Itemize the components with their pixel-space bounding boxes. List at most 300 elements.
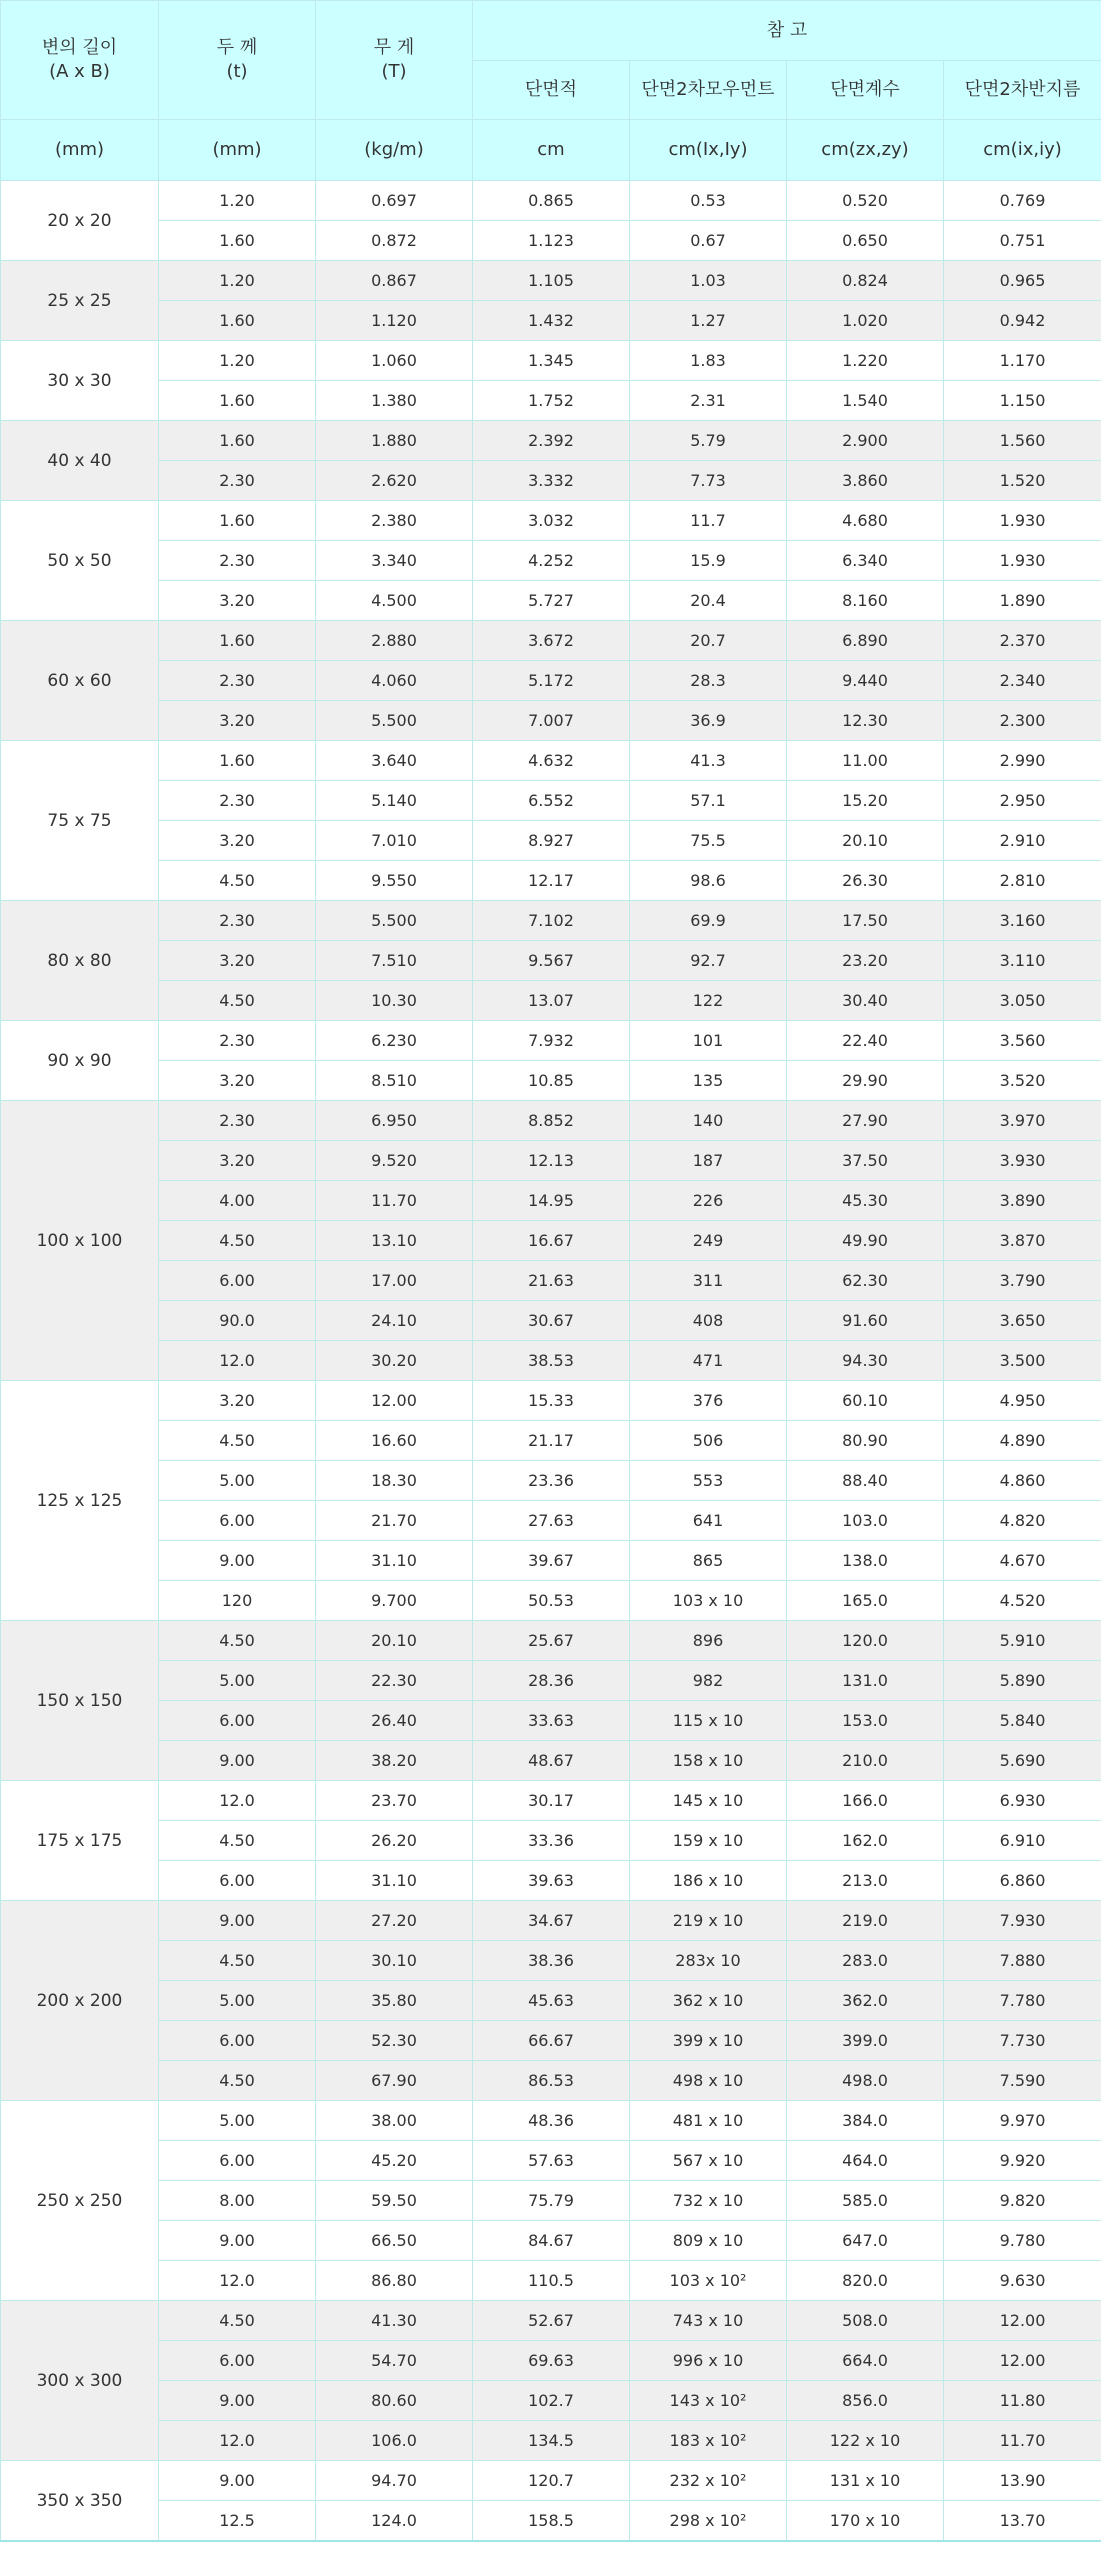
radius-cell: 2.810 bbox=[944, 861, 1101, 901]
area-cell: 28.36 bbox=[473, 1661, 630, 1701]
table-row bbox=[1, 1421, 1101, 1461]
weight-cell: 13.10 bbox=[316, 1221, 473, 1261]
moment-cell: 159 x 10 bbox=[630, 1821, 787, 1861]
radius-cell: 13.90 bbox=[944, 2461, 1101, 2501]
radius-cell: 9.820 bbox=[944, 2181, 1101, 2221]
table-row bbox=[1, 581, 1101, 621]
moment-cell: 140 bbox=[630, 1101, 787, 1141]
weight-cell: 9.700 bbox=[316, 1581, 473, 1621]
size-cell: 350 x 350 bbox=[1, 2461, 159, 2542]
size-cell: 30 x 30 bbox=[1, 341, 159, 421]
radius-cell: 1.560 bbox=[944, 421, 1101, 461]
moment-cell: 69.9 bbox=[630, 901, 787, 941]
col-weight-header bbox=[316, 1, 473, 120]
area-cell: 13.07 bbox=[473, 981, 630, 1021]
area-cell: 16.67 bbox=[473, 1221, 630, 1261]
moment-cell: 506 bbox=[630, 1421, 787, 1461]
thickness-cell: 1.60 bbox=[159, 221, 316, 261]
table-row bbox=[1, 541, 1101, 581]
area-cell: 158.5 bbox=[473, 2501, 630, 2542]
modulus-cell: 384.0 bbox=[787, 2101, 944, 2141]
weight-cell: 1.880 bbox=[316, 421, 473, 461]
area-cell: 38.53 bbox=[473, 1341, 630, 1381]
radius-cell: 1.930 bbox=[944, 541, 1101, 581]
area-cell: 10.85 bbox=[473, 1061, 630, 1101]
weight-cell: 5.140 bbox=[316, 781, 473, 821]
radius-cell: 5.840 bbox=[944, 1701, 1101, 1741]
area-cell: 102.7 bbox=[473, 2381, 630, 2421]
area-cell: 120.7 bbox=[473, 2461, 630, 2501]
modulus-cell: 2.900 bbox=[787, 421, 944, 461]
thickness-cell: 4.50 bbox=[159, 2061, 316, 2101]
thickness-cell: 3.20 bbox=[159, 701, 316, 741]
moment-cell: 0.53 bbox=[630, 181, 787, 221]
area-cell: 134.5 bbox=[473, 2421, 630, 2461]
area-cell: 21.63 bbox=[473, 1261, 630, 1301]
area-cell: 8.927 bbox=[473, 821, 630, 861]
table-row bbox=[1, 1781, 1101, 1821]
table-row bbox=[1, 501, 1101, 541]
moment-cell: 186 x 10 bbox=[630, 1861, 787, 1901]
size-cell: 75 x 75 bbox=[1, 741, 159, 901]
moment-cell: 183 x 10² bbox=[630, 2421, 787, 2461]
thickness-cell: 3.20 bbox=[159, 1141, 316, 1181]
modulus-cell: 6.340 bbox=[787, 541, 944, 581]
modulus-cell: 60.10 bbox=[787, 1381, 944, 1421]
table-row bbox=[1, 2101, 1101, 2141]
modulus-cell: 856.0 bbox=[787, 2381, 944, 2421]
radius-cell: 6.930 bbox=[944, 1781, 1101, 1821]
moment-cell: 103 x 10 bbox=[630, 1581, 787, 1621]
area-cell: 2.392 bbox=[473, 421, 630, 461]
table-row bbox=[1, 1901, 1101, 1941]
table-row bbox=[1, 1261, 1101, 1301]
size-cell: 25 x 25 bbox=[1, 261, 159, 341]
weight-cell: 6.950 bbox=[316, 1101, 473, 1141]
weight-cell: 0.697 bbox=[316, 181, 473, 221]
weight-cell: 24.10 bbox=[316, 1301, 473, 1341]
thickness-cell: 6.00 bbox=[159, 2021, 316, 2061]
modulus-cell: 283.0 bbox=[787, 1941, 944, 1981]
radius-cell: 0.942 bbox=[944, 301, 1101, 341]
modulus-cell: 399.0 bbox=[787, 2021, 944, 2061]
thickness-cell: 3.20 bbox=[159, 821, 316, 861]
size-cell: 90 x 90 bbox=[1, 1021, 159, 1101]
area-cell: 1.105 bbox=[473, 261, 630, 301]
weight-cell: 9.520 bbox=[316, 1141, 473, 1181]
weight-cell: 7.010 bbox=[316, 821, 473, 861]
area-cell: 7.007 bbox=[473, 701, 630, 741]
radius-cell: 5.690 bbox=[944, 1741, 1101, 1781]
table-row bbox=[1, 1941, 1101, 1981]
thickness-cell: 6.00 bbox=[159, 1501, 316, 1541]
radius-cell: 7.880 bbox=[944, 1941, 1101, 1981]
weight-cell: 86.80 bbox=[316, 2261, 473, 2301]
area-cell: 25.67 bbox=[473, 1621, 630, 1661]
radius-cell: 3.870 bbox=[944, 1221, 1101, 1261]
unit-cell: (mm) bbox=[159, 120, 316, 181]
radius-cell: 1.170 bbox=[944, 341, 1101, 381]
size-cell: 40 x 40 bbox=[1, 421, 159, 501]
moment-cell: 743 x 10 bbox=[630, 2301, 787, 2341]
radius-cell: 9.970 bbox=[944, 2101, 1101, 2141]
modulus-cell: 1.220 bbox=[787, 341, 944, 381]
radius-cell: 3.650 bbox=[944, 1301, 1101, 1341]
moment-cell: 115 x 10 bbox=[630, 1701, 787, 1741]
modulus-cell: 162.0 bbox=[787, 1821, 944, 1861]
area-cell: 45.63 bbox=[473, 1981, 630, 2021]
thickness-cell: 6.00 bbox=[159, 2141, 316, 2181]
weight-cell: 0.872 bbox=[316, 221, 473, 261]
thickness-cell: 2.30 bbox=[159, 901, 316, 941]
radius-cell: 1.150 bbox=[944, 381, 1101, 421]
moment-cell: 7.73 bbox=[630, 461, 787, 501]
radius-cell: 9.780 bbox=[944, 2221, 1101, 2261]
thickness-cell: 9.00 bbox=[159, 2221, 316, 2261]
moment-cell: 143 x 10² bbox=[630, 2381, 787, 2421]
thickness-cell: 1.60 bbox=[159, 741, 316, 781]
radius-cell: 7.590 bbox=[944, 2061, 1101, 2101]
thickness-cell: 1.60 bbox=[159, 301, 316, 341]
modulus-cell: 26.30 bbox=[787, 861, 944, 901]
modulus-cell: 664.0 bbox=[787, 2341, 944, 2381]
radius-cell: 1.930 bbox=[944, 501, 1101, 541]
thickness-cell: 5.00 bbox=[159, 2101, 316, 2141]
weight-cell: 7.510 bbox=[316, 941, 473, 981]
area-cell: 0.865 bbox=[473, 181, 630, 221]
modulus-cell: 12.30 bbox=[787, 701, 944, 741]
radius-cell: 2.910 bbox=[944, 821, 1101, 861]
thickness-cell: 4.50 bbox=[159, 1221, 316, 1261]
col-size-header bbox=[1, 1, 159, 120]
area-cell: 84.67 bbox=[473, 2221, 630, 2261]
radius-cell: 0.769 bbox=[944, 181, 1101, 221]
thickness-cell: 4.50 bbox=[159, 1421, 316, 1461]
size-cell: 150 x 150 bbox=[1, 1621, 159, 1781]
modulus-cell: 165.0 bbox=[787, 1581, 944, 1621]
modulus-cell: 8.160 bbox=[787, 581, 944, 621]
area-cell: 50.53 bbox=[473, 1581, 630, 1621]
table-body bbox=[1, 181, 1101, 2542]
area-cell: 57.63 bbox=[473, 2141, 630, 2181]
modulus-cell: 153.0 bbox=[787, 1701, 944, 1741]
area-cell: 5.727 bbox=[473, 581, 630, 621]
weight-cell: 52.30 bbox=[316, 2021, 473, 2061]
weight-cell: 106.0 bbox=[316, 2421, 473, 2461]
radius-cell: 4.950 bbox=[944, 1381, 1101, 1421]
weight-cell: 0.867 bbox=[316, 261, 473, 301]
table-row bbox=[1, 421, 1101, 461]
weight-cell: 5.500 bbox=[316, 701, 473, 741]
area-cell: 1.345 bbox=[473, 341, 630, 381]
moment-cell: 1.03 bbox=[630, 261, 787, 301]
moment-cell: 36.9 bbox=[630, 701, 787, 741]
radius-cell: 4.670 bbox=[944, 1541, 1101, 1581]
modulus-cell: 166.0 bbox=[787, 1781, 944, 1821]
radius-cell: 3.160 bbox=[944, 901, 1101, 941]
radius-cell: 5.910 bbox=[944, 1621, 1101, 1661]
weight-cell: 2.380 bbox=[316, 501, 473, 541]
weight-cell: 38.00 bbox=[316, 2101, 473, 2141]
thickness-cell: 12.0 bbox=[159, 1781, 316, 1821]
moment-cell: 103 x 10² bbox=[630, 2261, 787, 2301]
area-cell: 48.36 bbox=[473, 2101, 630, 2141]
table-row bbox=[1, 1821, 1101, 1861]
modulus-cell: 49.90 bbox=[787, 1221, 944, 1261]
area-cell: 9.567 bbox=[473, 941, 630, 981]
weight-cell: 20.10 bbox=[316, 1621, 473, 1661]
thickness-cell: 6.00 bbox=[159, 2341, 316, 2381]
weight-cell: 80.60 bbox=[316, 2381, 473, 2421]
modulus-cell: 103.0 bbox=[787, 1501, 944, 1541]
weight-cell: 4.060 bbox=[316, 661, 473, 701]
size-cell: 250 x 250 bbox=[1, 2101, 159, 2301]
table-row bbox=[1, 2221, 1101, 2261]
weight-cell: 3.640 bbox=[316, 741, 473, 781]
area-cell: 1.432 bbox=[473, 301, 630, 341]
thickness-cell: 12.0 bbox=[159, 2261, 316, 2301]
moment-cell: 376 bbox=[630, 1381, 787, 1421]
weight-cell: 26.40 bbox=[316, 1701, 473, 1741]
moment-cell: 362 x 10 bbox=[630, 1981, 787, 2021]
radius-cell: 6.860 bbox=[944, 1861, 1101, 1901]
weight-cell: 30.20 bbox=[316, 1341, 473, 1381]
weight-cell: 30.10 bbox=[316, 1941, 473, 1981]
modulus-cell: 94.30 bbox=[787, 1341, 944, 1381]
area-cell: 12.13 bbox=[473, 1141, 630, 1181]
moment-cell: 28.3 bbox=[630, 661, 787, 701]
table-row bbox=[1, 2461, 1101, 2501]
weight-cell: 31.10 bbox=[316, 1861, 473, 1901]
table-row bbox=[1, 341, 1101, 381]
radius-cell: 11.70 bbox=[944, 2421, 1101, 2461]
area-cell: 86.53 bbox=[473, 2061, 630, 2101]
area-cell: 48.67 bbox=[473, 1741, 630, 1781]
modulus-cell: 20.10 bbox=[787, 821, 944, 861]
unit-cell: cm(zx,zy) bbox=[787, 120, 944, 181]
radius-cell: 3.790 bbox=[944, 1261, 1101, 1301]
table-row bbox=[1, 1181, 1101, 1221]
weight-cell: 3.340 bbox=[316, 541, 473, 581]
moment-cell: 481 x 10 bbox=[630, 2101, 787, 2141]
moment-cell: 158 x 10 bbox=[630, 1741, 787, 1781]
weight-cell: 16.60 bbox=[316, 1421, 473, 1461]
weight-cell: 6.230 bbox=[316, 1021, 473, 1061]
thickness-cell: 4.50 bbox=[159, 1621, 316, 1661]
thickness-cell: 5.00 bbox=[159, 1661, 316, 1701]
reference-group-header: 참 고 bbox=[473, 1, 1101, 61]
size-cell: 200 x 200 bbox=[1, 1901, 159, 2101]
radius-cell: 13.70 bbox=[944, 2501, 1101, 2542]
thickness-cell: 2.30 bbox=[159, 461, 316, 501]
radius-cell: 2.950 bbox=[944, 781, 1101, 821]
area-cell: 8.852 bbox=[473, 1101, 630, 1141]
area-cell: 6.552 bbox=[473, 781, 630, 821]
moment-cell: 11.7 bbox=[630, 501, 787, 541]
weight-cell: 21.70 bbox=[316, 1501, 473, 1541]
moment-cell: 732 x 10 bbox=[630, 2181, 787, 2221]
table-row bbox=[1, 1101, 1101, 1141]
weight-cell: 11.70 bbox=[316, 1181, 473, 1221]
size-cell: 60 x 60 bbox=[1, 621, 159, 741]
moment-cell: 399 x 10 bbox=[630, 2021, 787, 2061]
radius-cell: 3.500 bbox=[944, 1341, 1101, 1381]
col-area-header: 단면적 bbox=[473, 61, 630, 120]
area-cell: 5.172 bbox=[473, 661, 630, 701]
moment-cell: 41.3 bbox=[630, 741, 787, 781]
radius-cell: 11.80 bbox=[944, 2381, 1101, 2421]
thickness-cell: 5.00 bbox=[159, 1981, 316, 2021]
radius-cell: 1.520 bbox=[944, 461, 1101, 501]
radius-cell: 4.890 bbox=[944, 1421, 1101, 1461]
table-row bbox=[1, 1061, 1101, 1101]
weight-cell: 45.20 bbox=[316, 2141, 473, 2181]
area-cell: 12.17 bbox=[473, 861, 630, 901]
area-cell: 4.632 bbox=[473, 741, 630, 781]
thickness-cell: 12.0 bbox=[159, 1341, 316, 1381]
thickness-cell: 9.00 bbox=[159, 2381, 316, 2421]
thickness-cell: 2.30 bbox=[159, 661, 316, 701]
table-row bbox=[1, 181, 1101, 221]
thickness-cell: 2.30 bbox=[159, 1101, 316, 1141]
thickness-cell: 6.00 bbox=[159, 1701, 316, 1741]
radius-cell: 2.990 bbox=[944, 741, 1101, 781]
area-cell: 52.67 bbox=[473, 2301, 630, 2341]
table-row bbox=[1, 2141, 1101, 2181]
modulus-cell: 37.50 bbox=[787, 1141, 944, 1181]
modulus-cell: 0.520 bbox=[787, 181, 944, 221]
table-row bbox=[1, 1381, 1101, 1421]
thickness-cell: 3.20 bbox=[159, 1381, 316, 1421]
moment-cell: 283x 10 bbox=[630, 1941, 787, 1981]
radius-cell: 9.630 bbox=[944, 2261, 1101, 2301]
weight-cell: 2.880 bbox=[316, 621, 473, 661]
weight-cell: 67.90 bbox=[316, 2061, 473, 2101]
moment-cell: 57.1 bbox=[630, 781, 787, 821]
radius-cell: 3.110 bbox=[944, 941, 1101, 981]
thickness-cell: 9.00 bbox=[159, 2461, 316, 2501]
modulus-cell: 131 x 10 bbox=[787, 2461, 944, 2501]
modulus-cell: 213.0 bbox=[787, 1861, 944, 1901]
weight-cell: 2.620 bbox=[316, 461, 473, 501]
table-row bbox=[1, 1741, 1101, 1781]
size-cell: 20 x 20 bbox=[1, 181, 159, 261]
weight-cell: 1.060 bbox=[316, 341, 473, 381]
table-row bbox=[1, 1141, 1101, 1181]
thickness-cell: 1.20 bbox=[159, 261, 316, 301]
unit-cell: cm(Ix,Iy) bbox=[630, 120, 787, 181]
col-moment-header: 단면2차모우먼트 bbox=[630, 61, 787, 120]
table-row bbox=[1, 741, 1101, 781]
modulus-cell: 508.0 bbox=[787, 2301, 944, 2341]
thickness-cell: 9.00 bbox=[159, 1741, 316, 1781]
radius-cell: 1.890 bbox=[944, 581, 1101, 621]
area-cell: 39.63 bbox=[473, 1861, 630, 1901]
moment-cell: 92.7 bbox=[630, 941, 787, 981]
area-cell: 33.63 bbox=[473, 1701, 630, 1741]
weight-cell: 17.00 bbox=[316, 1261, 473, 1301]
radius-cell: 6.910 bbox=[944, 1821, 1101, 1861]
radius-cell: 7.780 bbox=[944, 1981, 1101, 2021]
modulus-cell: 6.890 bbox=[787, 621, 944, 661]
thickness-cell: 3.20 bbox=[159, 941, 316, 981]
thickness-cell: 4.50 bbox=[159, 981, 316, 1021]
area-cell: 23.36 bbox=[473, 1461, 630, 1501]
thickness-cell: 1.20 bbox=[159, 341, 316, 381]
size-cell: 50 x 50 bbox=[1, 501, 159, 621]
radius-cell: 7.930 bbox=[944, 1901, 1101, 1941]
table-row bbox=[1, 621, 1101, 661]
area-cell: 66.67 bbox=[473, 2021, 630, 2061]
modulus-cell: 120.0 bbox=[787, 1621, 944, 1661]
table-row bbox=[1, 301, 1101, 341]
radius-cell: 7.730 bbox=[944, 2021, 1101, 2061]
table-row bbox=[1, 2341, 1101, 2381]
moment-cell: 232 x 10² bbox=[630, 2461, 787, 2501]
area-cell: 4.252 bbox=[473, 541, 630, 581]
weight-cell: 10.30 bbox=[316, 981, 473, 1021]
col-size-sublabel: (A x B) bbox=[49, 61, 110, 82]
thickness-cell: 9.00 bbox=[159, 1541, 316, 1581]
thickness-cell: 4.50 bbox=[159, 861, 316, 901]
moment-cell: 311 bbox=[630, 1261, 787, 1301]
table-row bbox=[1, 1621, 1101, 1661]
radius-cell: 2.370 bbox=[944, 621, 1101, 661]
unit-cell: (kg/m) bbox=[316, 120, 473, 181]
modulus-cell: 91.60 bbox=[787, 1301, 944, 1341]
table-header bbox=[1, 1, 1101, 181]
radius-cell: 3.890 bbox=[944, 1181, 1101, 1221]
modulus-cell: 88.40 bbox=[787, 1461, 944, 1501]
weight-cell: 1.120 bbox=[316, 301, 473, 341]
moment-cell: 498 x 10 bbox=[630, 2061, 787, 2101]
modulus-cell: 23.20 bbox=[787, 941, 944, 981]
table-row bbox=[1, 901, 1101, 941]
radius-cell: 0.751 bbox=[944, 221, 1101, 261]
thickness-cell: 1.60 bbox=[159, 421, 316, 461]
weight-cell: 59.50 bbox=[316, 2181, 473, 2221]
table-row bbox=[1, 2061, 1101, 2101]
modulus-cell: 585.0 bbox=[787, 2181, 944, 2221]
moment-cell: 101 bbox=[630, 1021, 787, 1061]
area-cell: 7.102 bbox=[473, 901, 630, 941]
thickness-cell: 12.0 bbox=[159, 2421, 316, 2461]
moment-cell: 249 bbox=[630, 1221, 787, 1261]
weight-cell: 18.30 bbox=[316, 1461, 473, 1501]
thickness-cell: 1.20 bbox=[159, 181, 316, 221]
weight-cell: 5.500 bbox=[316, 901, 473, 941]
thickness-cell: 5.00 bbox=[159, 1461, 316, 1501]
modulus-cell: 170 x 10 bbox=[787, 2501, 944, 2542]
modulus-cell: 15.20 bbox=[787, 781, 944, 821]
table-row bbox=[1, 1861, 1101, 1901]
table-row bbox=[1, 2021, 1101, 2061]
weight-cell: 54.70 bbox=[316, 2341, 473, 2381]
col-weight-label: 무 게 bbox=[373, 37, 415, 58]
area-cell: 15.33 bbox=[473, 1381, 630, 1421]
thickness-cell: 12.5 bbox=[159, 2501, 316, 2542]
modulus-cell: 1.020 bbox=[787, 301, 944, 341]
moment-cell: 135 bbox=[630, 1061, 787, 1101]
area-cell: 27.63 bbox=[473, 1501, 630, 1541]
modulus-cell: 122 x 10 bbox=[787, 2421, 944, 2461]
weight-cell: 9.550 bbox=[316, 861, 473, 901]
radius-cell: 2.340 bbox=[944, 661, 1101, 701]
thickness-cell: 3.20 bbox=[159, 581, 316, 621]
modulus-cell: 22.40 bbox=[787, 1021, 944, 1061]
thickness-cell: 9.00 bbox=[159, 1901, 316, 1941]
moment-cell: 226 bbox=[630, 1181, 787, 1221]
